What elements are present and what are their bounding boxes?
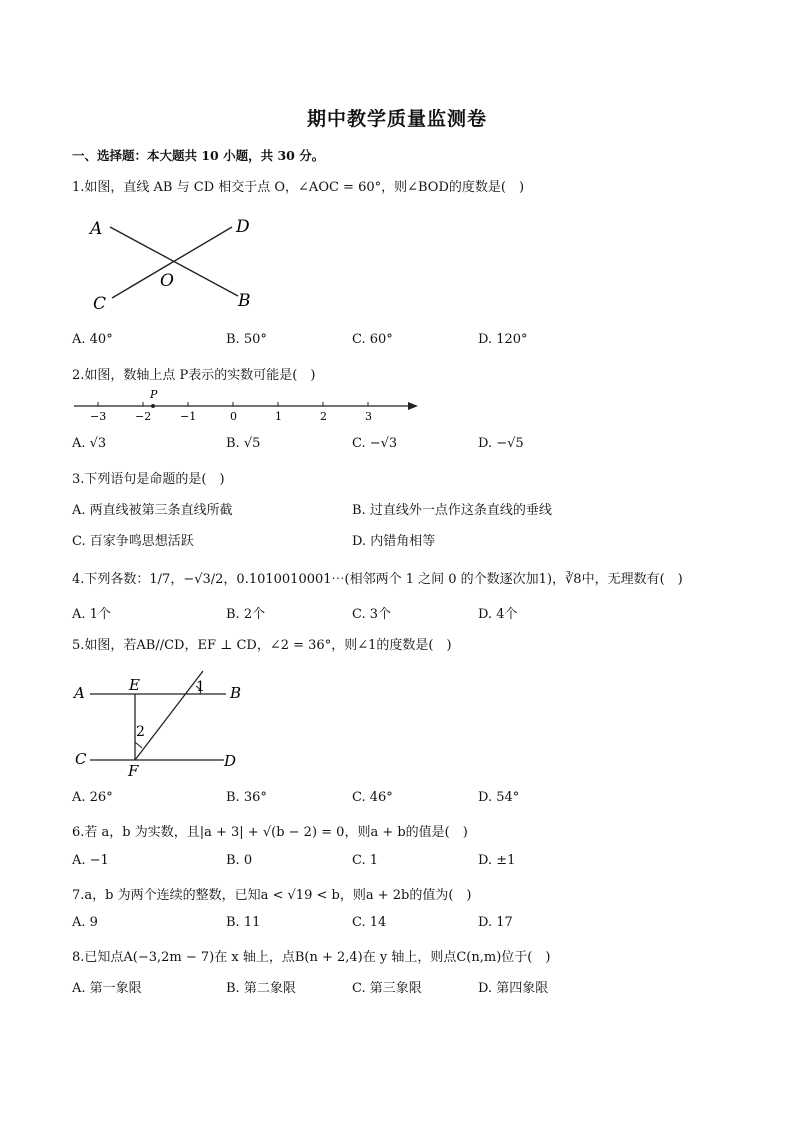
q1-option-b[interactable]: B. 50°: [226, 332, 267, 347]
tick-label: 2: [320, 410, 327, 423]
q2-option-b[interactable]: B. √5: [226, 436, 261, 451]
q1-option-a[interactable]: A. 40°: [72, 332, 113, 347]
page-title: 期中教学质量监测卷: [306, 108, 487, 130]
q6-option-a[interactable]: A. −1: [72, 853, 109, 868]
q1-option-c[interactable]: C. 60°: [352, 332, 393, 347]
q6-option-c[interactable]: C. 1: [352, 853, 379, 868]
q2-label-p: P: [150, 388, 158, 401]
q3-option-b[interactable]: B. 过直线外一点作这条直线的垂线: [352, 503, 552, 518]
question-1-options: [72, 332, 722, 352]
q2-option-d[interactable]: D. −√5: [478, 436, 524, 451]
q1-option-d[interactable]: D. 120°: [478, 332, 528, 347]
question-7-options: [72, 915, 722, 935]
q3-option-c[interactable]: C. 百家争鸣思想活跃: [72, 534, 194, 549]
q7-option-c[interactable]: C. 14: [352, 915, 387, 930]
question-6-stem: 6.若 a，b 为实数，且|a + 3| + √(b − 2) = 0，则a + b的值是( ): [72, 825, 468, 840]
question-7-stem: 7.a，b 为两个连续的整数，已知a < √19 < b，则a + 2b的值为( ): [72, 888, 472, 903]
q5-option-a[interactable]: A. 26°: [72, 790, 113, 805]
number-line-ticks: [98, 402, 368, 406]
section-heading: 一、选择题：本大题共 10 小题，共 30 分。: [72, 148, 325, 163]
q5-label-d: D: [224, 752, 237, 770]
question-1-stem: 1.如图，直线 AB 与 CD 相交于点 O，∠AOC = 60°，则∠BOD的度数是( ): [72, 180, 525, 195]
q3-option-d[interactable]: D. 内错角相等: [352, 534, 436, 549]
question-3-options-row2: [72, 530, 722, 550]
question-8-options: [72, 977, 722, 997]
question-2-options: [72, 436, 722, 456]
q1-label-d: D: [236, 217, 250, 237]
tick-label: 1: [275, 410, 282, 423]
question-4-options: [72, 603, 722, 623]
tick-label: 0: [230, 410, 237, 423]
question-5-stem: 5.如图，若AB//CD，EF ⊥ CD，∠2 = 36°，则∠1的度数是( ): [72, 638, 452, 653]
q5-label-b: B: [230, 684, 242, 702]
q8-option-a[interactable]: A. 第一象限: [72, 981, 142, 996]
question-2-stem: 2.如图，数轴上点 P表示的实数可能是( ): [72, 368, 316, 383]
q8-option-b[interactable]: B. 第二象限: [226, 981, 296, 996]
q5-label-c: C: [75, 750, 87, 768]
q4-option-d[interactable]: D. 4个: [478, 607, 518, 622]
q8-option-c[interactable]: C. 第三象限: [352, 981, 422, 996]
tick-label: −3: [90, 410, 107, 423]
q1-label-b: B: [238, 291, 251, 311]
q5-label-angle1: 1: [196, 679, 205, 695]
tick-label: 3: [365, 410, 372, 423]
question-5-figure: [72, 668, 262, 780]
question-5-options: [72, 790, 722, 810]
q5-label-angle2: 2: [136, 724, 145, 740]
q8-option-d[interactable]: D. 第四象限: [478, 981, 549, 996]
question-6-options: [72, 853, 722, 873]
q4-option-b[interactable]: B. 2个: [226, 607, 266, 622]
q4-option-c[interactable]: C. 3个: [352, 607, 392, 622]
tick-label: −2: [135, 410, 152, 423]
q2-option-c[interactable]: C. −√3: [352, 436, 398, 451]
question-3-options-row1: [72, 499, 722, 519]
q5-label-a: A: [74, 684, 85, 702]
q1-label-o: O: [160, 271, 174, 291]
question-2-number-line: [72, 386, 424, 428]
q5-label-f: F: [128, 762, 139, 780]
q6-option-d[interactable]: D. ±1: [478, 853, 516, 868]
q3-option-a[interactable]: A. 两直线被第三条直线所截: [72, 503, 233, 518]
question-4-stem: 4.下列各数：1/7，−√3/2，0.1010010001⋯(相邻两个 1 之间 0 的个数逐次加1)，∛8中，无理数有( ): [72, 572, 683, 587]
q6-option-b[interactable]: B. 0: [226, 853, 253, 868]
q1-label-a: A: [90, 219, 103, 239]
q5-option-d[interactable]: D. 54°: [478, 790, 520, 805]
q2-option-a[interactable]: A. √3: [72, 436, 107, 451]
q1-label-c: C: [93, 294, 107, 314]
question-1-figure: [80, 210, 270, 320]
point-p-marker: [151, 404, 155, 408]
question-3-stem: 3.下列语句是命题的是( ): [72, 472, 225, 487]
q4-option-a[interactable]: A. 1个: [72, 607, 111, 622]
q5-label-e: E: [129, 676, 140, 694]
question-8-stem: 8.已知点A(−3,2m − 7)在 x 轴上，点B(n + 2,4)在 y 轴上，则点C(n,m)位于( ): [72, 950, 551, 965]
q7-option-a[interactable]: A. 9: [72, 915, 98, 930]
q7-option-b[interactable]: B. 11: [226, 915, 261, 930]
tick-label: −1: [180, 410, 197, 423]
q7-option-d[interactable]: D. 17: [478, 915, 513, 930]
q5-option-b[interactable]: B. 36°: [226, 790, 267, 805]
q5-option-c[interactable]: C. 46°: [352, 790, 393, 805]
